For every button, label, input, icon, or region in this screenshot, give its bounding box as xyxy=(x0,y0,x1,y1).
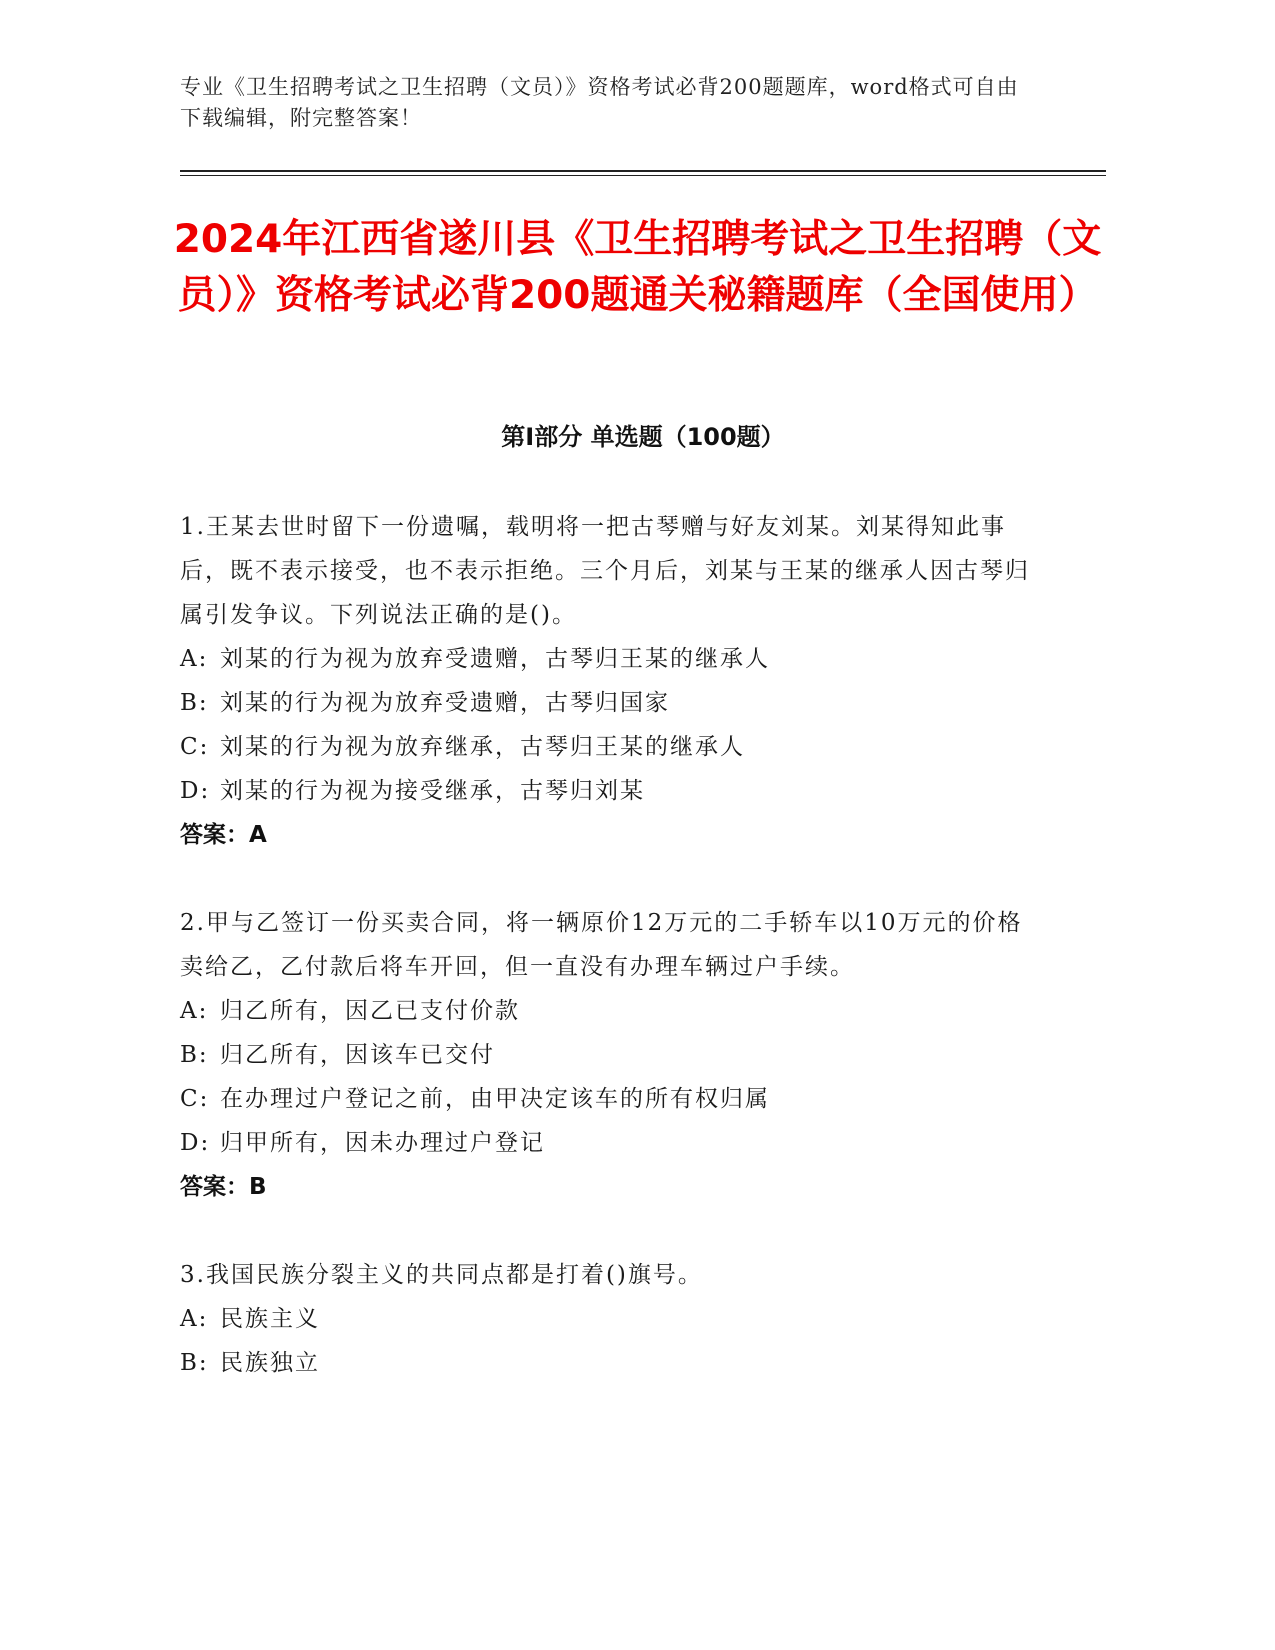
option-key: D: xyxy=(180,778,211,804)
question-3 xyxy=(180,1253,1040,1385)
question-2 xyxy=(180,901,1040,1209)
question-list xyxy=(180,505,1040,1429)
option-a xyxy=(180,637,1040,681)
option-b xyxy=(180,1341,1040,1385)
option-key: D: xyxy=(180,1130,211,1156)
option-text: 民族独立 xyxy=(220,1350,320,1376)
option-key: B: xyxy=(180,1042,209,1068)
question-1 xyxy=(180,505,1040,857)
answer: 答案：A xyxy=(180,822,267,848)
question-stem: 1.王某去世时留下一份遗嘱，载明将一把古琴赠与好友刘某。刘某得知此事后，既不表示接受，也不表示拒绝。三个月后，刘某与王某的继承人因古琴归属引发争议。下列说法正确的是()。 xyxy=(180,514,1030,628)
option-a xyxy=(180,989,1040,1033)
answer: 答案：B xyxy=(180,1174,267,1200)
option-text: 刘某的行为视为接受继承，古琴归刘某 xyxy=(220,778,645,804)
option-text: 归甲所有，因未办理过户登记 xyxy=(220,1130,545,1156)
option-key: A: xyxy=(180,998,209,1024)
option-key: A: xyxy=(180,646,209,672)
document-title: 2024年江西省遂川县《卫生招聘考试之卫生招聘（文员）》资格考试必背200题通关秘籍题库（全国使用） xyxy=(173,217,1102,318)
header-note: 专业《卫生招聘考试之卫生招聘（文员）》资格考试必背200题题库，word格式可自由下载编辑，附完整答案！ xyxy=(180,75,1019,130)
header-rule-thin xyxy=(180,175,1106,176)
option-d xyxy=(180,1121,1040,1165)
option-b xyxy=(180,681,1040,725)
option-text: 在办理过户登记之前，由甲决定该车的所有权归属 xyxy=(220,1086,770,1112)
option-c xyxy=(180,725,1040,769)
option-key: C: xyxy=(180,1086,210,1112)
option-text: 刘某的行为视为放弃继承，古琴归王某的继承人 xyxy=(220,734,745,760)
option-a xyxy=(180,1297,1040,1341)
option-key: B: xyxy=(180,1350,209,1376)
option-b xyxy=(180,1033,1040,1077)
section-title: 第Ⅰ部分 单选题（100题） xyxy=(501,423,785,451)
question-stem: 3.我国民族分裂主义的共同点都是打着()旗号。 xyxy=(180,1262,703,1288)
option-c xyxy=(180,1077,1040,1121)
option-text: 归乙所有，因该车已交付 xyxy=(220,1042,495,1068)
option-text: 归乙所有，因乙已支付价款 xyxy=(220,998,520,1024)
option-key: C: xyxy=(180,734,210,760)
question-stem: 2.甲与乙签订一份买卖合同，将一辆原价12万元的二手轿车以10万元的价格卖给乙，乙付款后将车开回，但一直没有办理车辆过户手续。 xyxy=(180,910,1023,980)
option-text: 刘某的行为视为放弃受遗赠，古琴归国家 xyxy=(220,690,670,716)
option-text: 刘某的行为视为放弃受遗赠，古琴归王某的继承人 xyxy=(220,646,770,672)
option-key: A: xyxy=(180,1306,209,1332)
option-text: 民族主义 xyxy=(220,1306,320,1332)
option-key: B: xyxy=(180,690,209,716)
option-d xyxy=(180,769,1040,813)
header-rule-thick xyxy=(180,170,1106,172)
